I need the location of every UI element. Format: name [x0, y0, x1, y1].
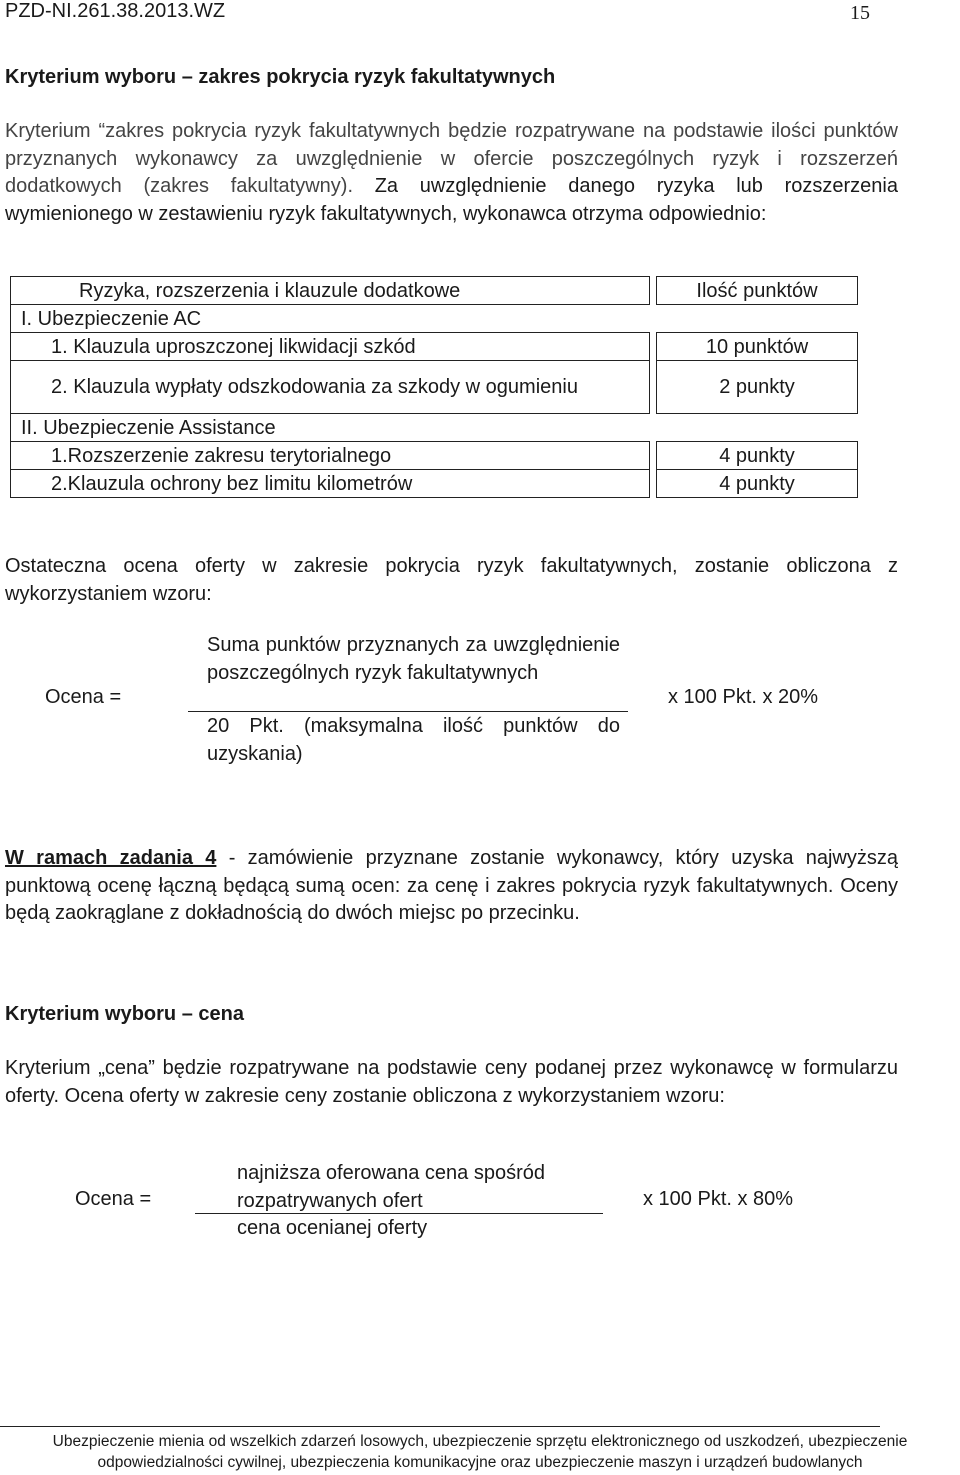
footer-line-1: Ubezpieczenie mienia od wszelkich zdarzeń losowych, ubezpieczenie sprzętu elektronicznego od uszkodzeń, ubezpieczenie	[52, 1433, 908, 1450]
footer-line-2: odpowiedzialności cywilnej, ubezpieczenia komunikacyjne oraz ubezpieczenie maszyn i urządzeń budowlanych	[97, 1454, 863, 1471]
document-id: PZD-NI.261.38.2013.WZ	[5, 0, 226, 22]
criterion-description	[5, 118, 898, 228]
table-header-row	[11, 277, 858, 305]
task4-lead: W ramach zadania 4	[5, 847, 217, 869]
risk-points: 4 punkty	[657, 442, 858, 470]
col-header-points: Ilość punktów	[657, 277, 858, 305]
formula1-numerator: Suma punktów przyznanych za uwzględnienie poszczególnych ryzyk fakultatywnych	[207, 634, 620, 684]
final-score-text: Ostateczna ocena oferty w zakresie pokrycia ryzyk fakultatywnych, zostanie obliczona z wykorzystaniem wzoru:	[5, 555, 898, 605]
formula2-denominator: cena ocenianej oferty	[237, 1217, 428, 1239]
risk-name: 1. Klauzula uproszczonej likwidacji szkód	[11, 333, 650, 361]
col-header-name: Ryzyka, rozszerzenia i klauzule dodatkowe	[11, 277, 650, 305]
table-row	[11, 470, 858, 498]
criterion-text-b: Za uwzględnienie danego ryzyka lub rozszerzenia wymienionego w zestawieniu ryzyk fakultatywnych, wykonawca otrzyma odpowiednio:	[5, 175, 898, 225]
section-heading-price: Kryterium wyboru – cena	[5, 1003, 244, 1025]
risk-name: 2. Klauzula wypłaty odszkodowania za szkody w ogumieniu	[11, 361, 650, 414]
formula2-multiplier: x 100 Pkt. x 80%	[643, 1188, 794, 1210]
criterion-text-a: Kryterium “zakres pokrycia ryzyk fakultatywnych będzie rozpatrywane na podstawie ilości punktów przyznanych wykonawcy za uwzględnienie w ofercie poszczególnych ryzyk i rozszerzeń dodatkowych (zakres fakultatywny).	[5, 120, 898, 197]
formula2-fraction-line	[195, 1213, 603, 1214]
risk-name: 1.Rozszerzenie zakresu terytorialnego	[11, 442, 650, 470]
formula1-label: Ocena =	[45, 686, 122, 708]
formula1-denominator: 20 Pkt. (maksymalna ilość punktów do uzyskania)	[207, 715, 620, 765]
formula2-numerator: najniższa oferowana cena spośród rozpatrywanych ofert	[237, 1162, 545, 1212]
task4-paragraph	[5, 845, 898, 928]
page-footer	[0, 1431, 960, 1473]
section-heading-risks: Kryterium wyboru – zakres pokrycia ryzyk fakultatywnych	[5, 66, 556, 88]
group-label: II. Ubezpieczenie Assistance	[11, 414, 650, 442]
table-row	[11, 442, 858, 470]
table-group-row	[11, 305, 858, 333]
page-number: 15	[850, 2, 870, 24]
risk-points-table	[10, 276, 858, 498]
formula1-fraction-line	[188, 711, 628, 712]
task4-text: - zamówienie przyznane zostanie wykonawcy, który uzyska najwyższą punktową ocenę łączną będącą sumą ocen: za cenę i zakres pokrycia ryzyk fakultatywnych. Oceny będą zaokrąglane z dokładnością do dwóch miejsc po przecinku.	[5, 847, 898, 924]
risk-points: 2 punkty	[657, 361, 858, 414]
price-criterion-text: Kryterium „cena” będzie rozpatrywane na podstawie ceny podanej przez wykonawcę w formularzu oferty. Ocena oferty w zakresie ceny zostanie obliczona z wykorzystaniem wzoru:	[5, 1057, 898, 1107]
formula1-multiplier: x 100 Pkt. x 20%	[668, 686, 819, 708]
risk-name: 2.Klauzula ochrony bez limitu kilometrów	[11, 470, 650, 498]
table-row	[11, 361, 858, 414]
footer-divider	[0, 1426, 880, 1427]
risk-points: 10 punktów	[657, 333, 858, 361]
table-group-row	[11, 414, 858, 442]
risk-points: 4 punkty	[657, 470, 858, 498]
group-label: I. Ubezpieczenie AC	[11, 305, 650, 333]
formula2-label: Ocena =	[75, 1188, 152, 1210]
table-row	[11, 333, 858, 361]
